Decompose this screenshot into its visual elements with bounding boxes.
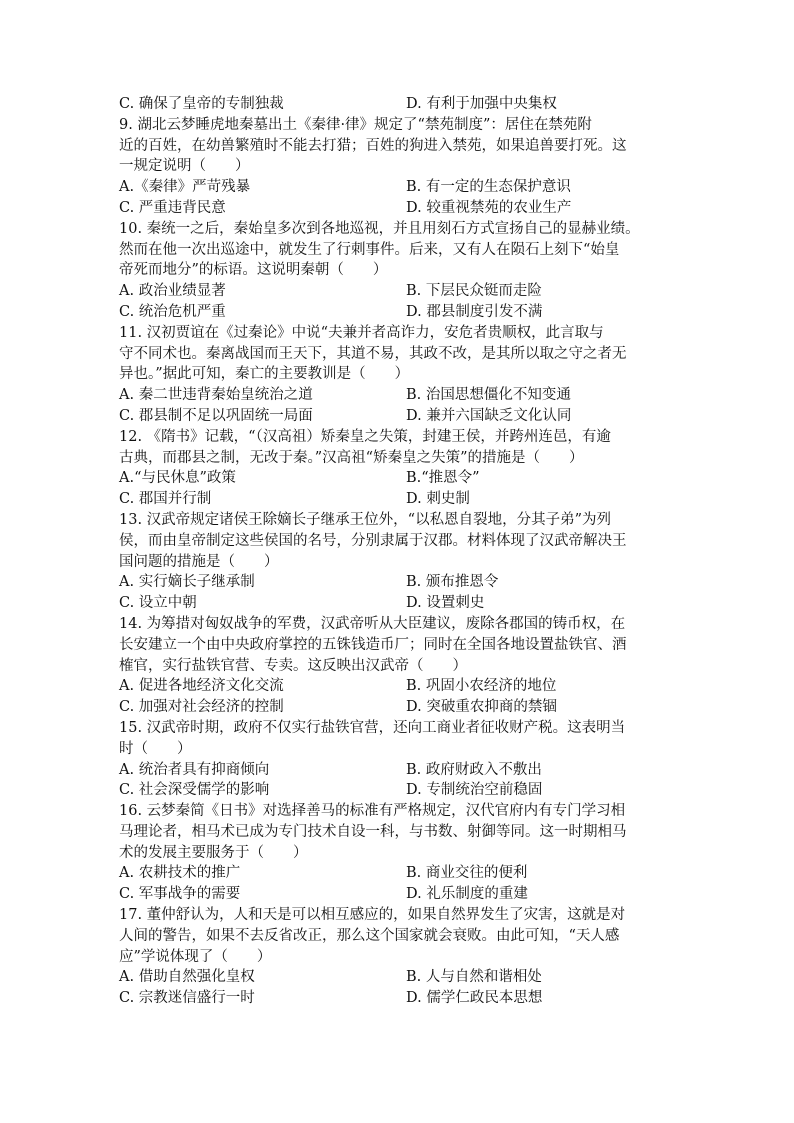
question-stem-line: 14. 为筹措对匈奴战争的军费，汉武帝听从大臣建议，废除各郡国的铸币权，在 [119,615,626,632]
option-d: D. 礼乐制度的重建 [406,886,528,903]
question-stem-line: 12. 《隋书》记载，“（汉高祖）矫秦皇之失策，封建王侯，并跨州连邑，有逾 [119,428,611,445]
question-list [119,115,679,1009]
option-a: A. 借助自然强化皇权 [119,969,255,986]
option-d: D. 突破重农抑商的禁锢 [406,699,557,716]
question-block [119,801,679,905]
option-c: C. 郡县制不足以巩固统一局面 [119,407,313,424]
question-block [119,905,679,1009]
option-row [119,406,679,427]
question-stem-line: 17. 董仲舒认为，人和天是可以相互感应的，如果自然界发生了灾害，这就是对 [119,907,626,924]
option-c: C. 社会深受儒学的影响 [119,782,270,799]
option-row [119,593,679,614]
question-stem-line: 术的发展主要服务于（ ） [119,844,308,861]
option-row [119,572,679,593]
option-d: D. 刺史制 [406,491,470,508]
question-stem-line: 一规定说明（ ） [119,158,250,175]
option-d: D. 兼并六国缺乏文化认同 [406,407,572,424]
option-a: A. 秦二世违背秦始皇统治之道 [119,387,313,404]
option-d: D. 郡县制度引发不满 [406,303,543,320]
option-b: B. 治国思想僵化不知变通 [406,387,571,404]
option-row [119,760,679,781]
exam-page [119,94,679,1009]
option-row [119,884,679,905]
option-b: B. 下层民众铤而走险 [406,283,542,300]
option-b: B. 巩固小农经济的地位 [406,678,557,695]
option-a: A. 实行嫡长子继承制 [119,574,255,591]
option-row [119,697,679,718]
option-c: C. 郡国并行制 [119,491,212,508]
question-stem-line: 13. 汉武帝规定诸侯王除嫡长子继承王位外，“以私恩自裂地，分其子弟”为列 [119,511,611,528]
question-stem-line: 长安建立一个由中央政府掌控的五铢钱造币厂；同时在全国各地设置盐铁官、酒 [119,636,627,653]
option-b: B.“推恩令” [406,470,480,487]
question-stem-line: 11. 汉初贾谊在《过秦论》中说“夫兼并者高诈力，安危者贵顺权，此言取与 [119,324,604,341]
option-row [119,967,679,988]
question-stem-line: 人间的警告，如果不去反省改正，那么这个国家就会衰败。由此可知，“天人感 [119,927,620,944]
option-c: C. 宗教迷信盛行一时 [119,990,255,1007]
option-row [119,863,679,884]
option-row [119,780,679,801]
question-stem-line: 帝死而地分”的标语。这说明秦朝（ ） [119,262,388,279]
option-a: A. 统治者具有抑商倾向 [119,761,270,778]
question-stem-line: 9. 湖北云梦睡虎地秦墓出土《秦律·律》规定了“禁苑制度”：居住在禁苑附 [119,116,592,133]
option-row [119,281,679,302]
option-c: C. 加强对社会经济的控制 [119,699,284,716]
question-stem-line: 16. 云梦秦简《日书》对选择善马的标准有严格规定，汉代官府内有专门学习相 [119,803,626,820]
question-stem-line: 10. 秦统一之后，秦始皇多次到各地巡视，并且用刻石方式宣扬自己的显赫业绩。 [119,220,640,237]
question-block [119,718,679,801]
question-stem-line: 侯，而由皇帝制定这些侯国的名号，分别隶属于汉郡。材料体现了汉武帝解决王 [119,532,627,549]
option-d: D. 有利于加强中央集权 [406,96,557,112]
option-a: A.《秦律》严苛残暴 [119,179,251,196]
option-c: C. 统治危机严重 [119,303,226,320]
question-block [119,614,679,718]
question-stem-line: 异也。”据此可知，秦亡的主要教训是（ ） [119,366,410,383]
option-b: B. 政府财政入不敷出 [406,761,542,778]
option-d: D. 专制统治空前稳固 [406,782,543,799]
question-block [119,115,679,219]
question-block [119,427,679,510]
option-row [119,198,679,219]
question-stem-line: 15. 汉武帝时期，政府不仅实行盐铁官营，还向工商业者征收财产税。这表明当 [119,719,626,736]
question-block [119,510,679,614]
question-stem-line: 时（ ） [119,740,192,757]
question-stem-line: 国问题的措施是（ ） [119,553,279,570]
option-c: C. 设立中朝 [119,595,197,612]
option-a: A. 政治业绩显著 [119,283,226,300]
option-row [119,489,679,510]
option-d: D. 设置刺史 [406,595,485,612]
option-row [119,302,679,323]
option-d: D. 儒学仁政民本思想 [406,990,543,1007]
question-stem-line: 守不同术也。秦离战国而王天下，其道不易，其政不改，是其所以取之守之者无 [119,345,627,362]
option-c: C. 确保了皇帝的专制独裁 [119,96,284,112]
question-stem-line: 然而在他一次出巡途中，就发生了行刺事件。后来，又有人在陨石上刻下“始皇 [119,241,620,258]
option-row [119,988,679,1009]
question-stem-line: 马理论者，相马术已成为专门技术自设一科，与书数、射御等同。这一时期相马 [119,823,627,840]
question-block [119,219,679,323]
option-c: C. 严重违背民意 [119,199,226,216]
question-block [119,323,679,427]
option-row [119,676,679,697]
option-b: B. 颁布推恩令 [406,574,499,591]
question-stem-line: 应”学说体现了（ ） [119,948,272,965]
question-stem-line: 近的百姓，在幼兽繁殖时不能去打猎；百姓的狗进入禁苑，如果追兽要打死。这 [119,137,627,154]
option-c: C. 军事战争的需要 [119,886,241,903]
option-b: B. 人与自然和谐相处 [406,969,542,986]
option-a: A. 农耕技术的推广 [119,865,241,882]
option-row [119,385,679,406]
option-row [119,94,679,115]
option-a: A.“与民休息”政策 [119,470,236,487]
question-stem-line: 古典，而郡县之制，无改于秦。”汉高祖“矫秦皇之失策”的措施是（ ） [119,449,584,466]
option-b: B. 商业交往的便利 [406,865,528,882]
option-row [119,177,679,198]
option-b: B. 有一定的生态保护意识 [406,179,571,196]
option-row [119,468,679,489]
question-stem-line: 榷官，实行盐铁官营、专卖。这反映出汉武帝（ ） [119,657,467,674]
option-a: A. 促进各地经济文化交流 [119,678,284,695]
option-d: D. 较重视禁苑的农业生产 [406,199,572,216]
